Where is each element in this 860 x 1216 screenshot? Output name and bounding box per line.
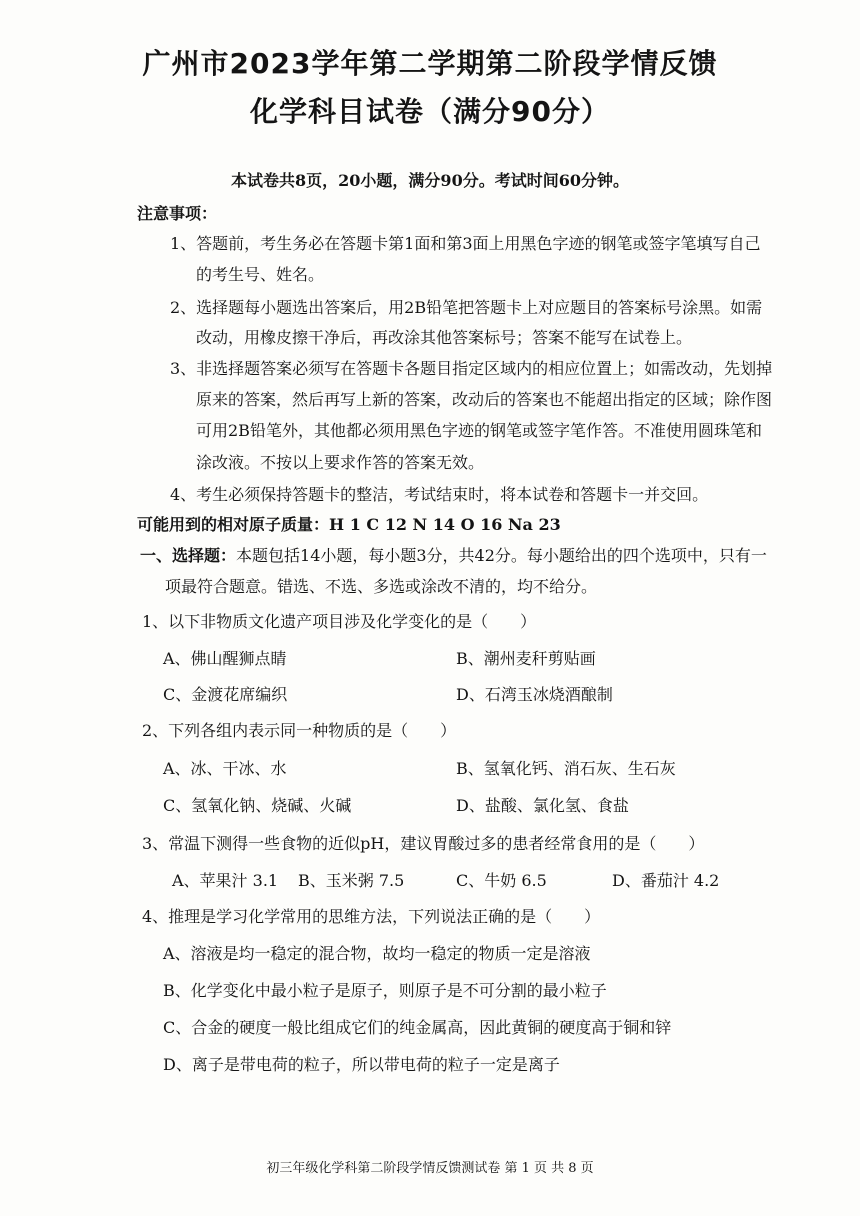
question-4-option-c[interactable]: C、合金的硬度一般比组成它们的纯金属高，因此黄铜的硬度高于铜和锌 bbox=[163, 1018, 672, 1037]
atomic-mass: 可能用到的相对原子质量：H 1 C 12 N 14 O 16 Na 23 bbox=[137, 515, 561, 534]
notice-item-1-line-1: 1、答题前，考生务必在答题卡第1面和第3面上用黑色字迹的钢笔或签字笔填写自己 bbox=[170, 234, 761, 253]
notice-item-3-line-3: 可用2B铅笔外，其他都必须用黑色字迹的钢笔或签字笔作答。不准使用圆珠笔和 bbox=[196, 421, 762, 440]
question-2-option-d[interactable]: D、盐酸、氯化氢、食盐 bbox=[456, 796, 629, 815]
question-1-option-c[interactable]: C、金渡花席编织 bbox=[163, 685, 288, 704]
section-1-line-2: 项最符合题意。错选、不选、多选或涂改不清的，均不给分。 bbox=[165, 577, 598, 596]
section-1-desc: 本题包括14小题，每小题3分，共42分。每小题给出的四个选项中，只有一 bbox=[236, 546, 767, 565]
exam-info: 本试卷共8页，20小题，满分90分。考试时间60分钟。 bbox=[231, 171, 629, 190]
question-3-option-d[interactable]: D、番茄汁 4.2 bbox=[612, 871, 720, 890]
question-3-option-b[interactable]: B、玉米粥 7.5 bbox=[298, 871, 405, 890]
exam-title: 广州市2023学年第二学期第二阶段学情反馈 bbox=[142, 47, 718, 80]
question-1-option-d[interactable]: D、石湾玉冰烧酒酿制 bbox=[456, 685, 613, 704]
section-1-line-1 bbox=[140, 543, 767, 566]
notice-item-3-line-2: 原来的答案，然后再写上新的答案，改动后的答案也不能超出指定的区域；除作图 bbox=[196, 390, 773, 409]
question-1-option-b[interactable]: B、潮州麦秆剪贴画 bbox=[456, 649, 596, 668]
question-2-option-a[interactable]: A、冰、干冰、水 bbox=[163, 759, 287, 778]
notice-item-4-line-1: 4、考生必须保持答题卡的整洁，考试结束时，将本试卷和答题卡一并交回。 bbox=[170, 485, 709, 504]
question-4-option-a[interactable]: A、溶液是均一稳定的混合物，故均一稳定的物质一定是溶液 bbox=[163, 944, 591, 963]
notice-heading: 注意事项： bbox=[137, 204, 218, 223]
question-2-option-b[interactable]: B、氢氧化钙、消石灰、生石灰 bbox=[456, 759, 676, 778]
notice-item-3-line-1: 3、非选择题答案必须写在答题卡各题目指定区域内的相应位置上；如需改动，先划掉 bbox=[170, 359, 773, 378]
question-4-option-d[interactable]: D、离子是带电荷的粒子，所以带电荷的粒子一定是离子 bbox=[163, 1055, 560, 1074]
question-2-stem: 2、下列各组内表示同一种物质的是（ ） bbox=[142, 721, 457, 740]
question-4-option-b[interactable]: B、化学变化中最小粒子是原子，则原子是不可分割的最小粒子 bbox=[163, 981, 607, 1000]
question-3-stem: 3、常温下测得一些食物的近似pH，建议胃酸过多的患者经常食用的是（ ） bbox=[142, 834, 705, 853]
section-1-heading: 一、选择题： bbox=[140, 546, 237, 565]
notice-item-1-line-2: 的考生号、姓名。 bbox=[196, 265, 325, 284]
question-3-option-c[interactable]: C、牛奶 6.5 bbox=[456, 871, 547, 890]
question-2-option-c[interactable]: C、氢氧化钠、烧碱、火碱 bbox=[163, 796, 352, 815]
notice-item-2-line-1: 2、选择题每小题选出答案后，用2B铅笔把答题卡上对应题目的答案标号涂黑。如需 bbox=[170, 298, 763, 317]
exam-subtitle: 化学科目试卷（满分90分） bbox=[250, 95, 610, 128]
notice-item-2-line-2: 改动，用橡皮擦干净后，再改涂其他答案标号；答案不能写在试卷上。 bbox=[196, 328, 693, 347]
question-1-option-a[interactable]: A、佛山醒狮点睛 bbox=[163, 649, 287, 668]
page-footer: 初三年级化学科第二阶段学情反馈测试卷 第 1 页 共 8 页 bbox=[266, 1161, 594, 1176]
notice-item-3-line-4: 涂改液。不按以上要求作答的答案无效。 bbox=[196, 453, 485, 472]
question-4-stem: 4、推理是学习化学常用的思维方法，下列说法正确的是（ ） bbox=[142, 907, 601, 926]
question-1-stem: 1、以下非物质文化遗产项目涉及化学变化的是（ ） bbox=[142, 612, 537, 631]
question-3-option-a[interactable]: A、苹果汁 3.1 bbox=[172, 871, 279, 890]
